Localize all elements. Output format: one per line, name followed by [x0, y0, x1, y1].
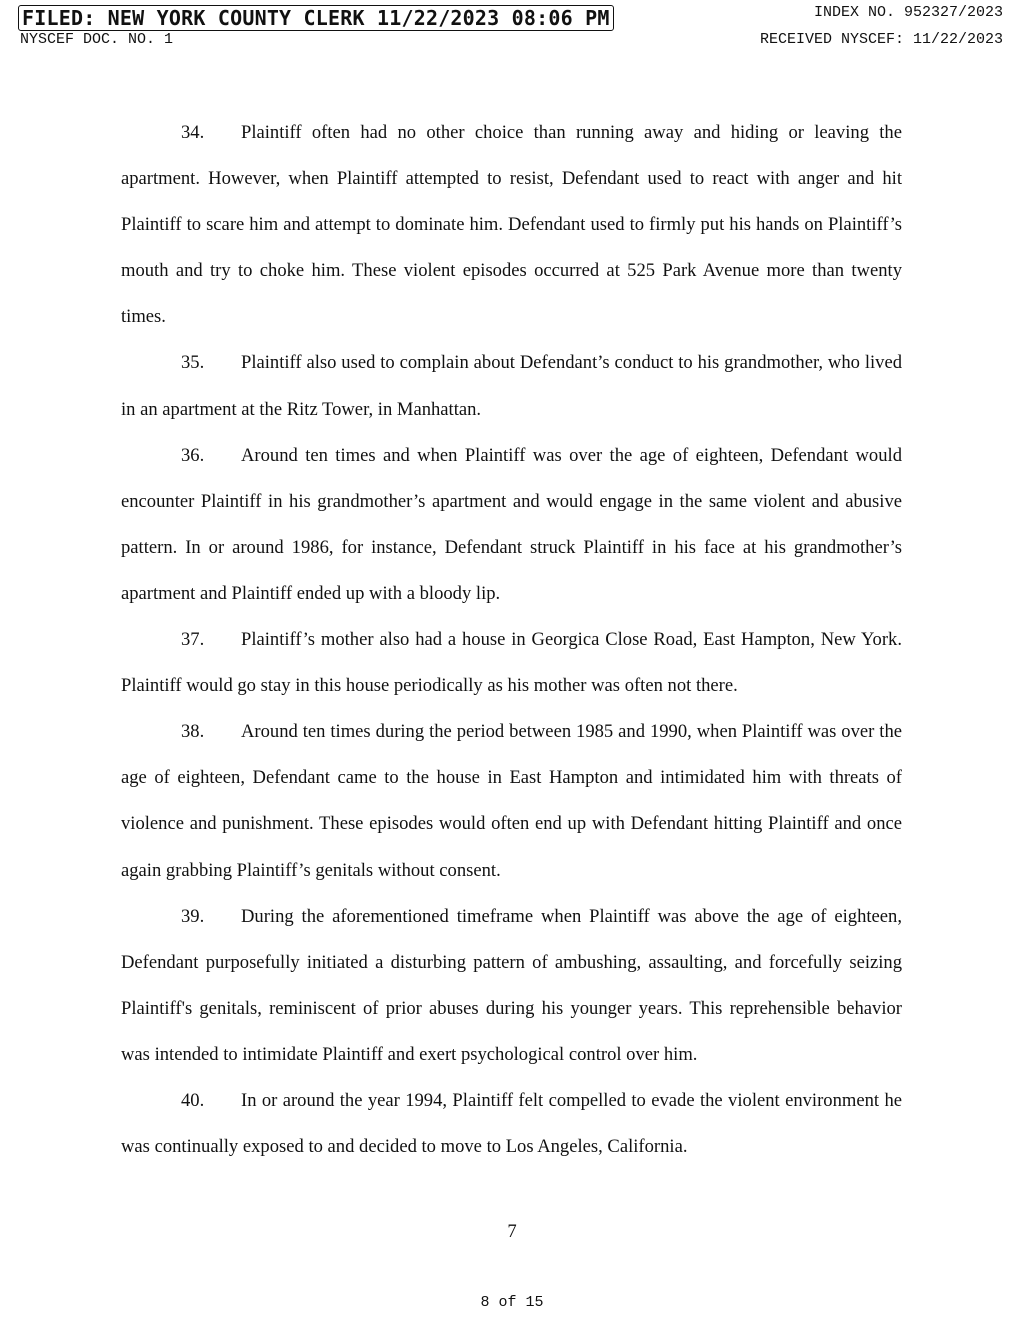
- nyscef-doc-number: NYSCEF DOC. NO. 1: [20, 31, 174, 48]
- index-number: INDEX NO. 952327/2023: [813, 4, 1003, 21]
- paragraph-number: 35.: [181, 352, 205, 374]
- paragraph-40: [121, 1078, 902, 1170]
- paragraph-text: Plaintiff also used to complain about Defendant’s conduct to his grandmother, who lived in an apartment at the Ritz Tower, in Manhattan.: [121, 352, 902, 420]
- paragraph-text: Around ten times during the period between 1985 and 1990, when Plaintiff was over the age of eighteen, Defendant came to the house in East Hampton and intimidated him with threats of violence and punishment. These episodes would often end up with Defendant hitting Plaintiff and once again grabbing Plaintiff’s genitals without consent.: [121, 721, 902, 881]
- paragraph-text: Plaintiff often had no other choice than running away and hiding or leaving the apartment. However, when Plaintiff attempted to resist, Defendant used to react with anger and hit Plaintiff to scare him and attempt to dominate him. Defendant used to firmly put his hands on Plaintiff’s mouth and try to choke him. These violent episodes occurred at 525 Park Avenue more than twenty times.: [121, 122, 902, 328]
- paragraph-text: Plaintiff’s mother also had a house in Georgica Close Road, East Hampton, New York. Plaintiff would go stay in this house periodically as his mother was often not there.: [121, 629, 902, 697]
- paragraph-number: 39.: [181, 905, 205, 927]
- paragraph-number: 40.: [181, 1089, 205, 1111]
- paragraph-text: During the aforementioned timeframe when Plaintiff was above the age of eighteen, Defendant purposefully initiated a disturbing pattern of ambushing, assaulting, and forcefully seizing Plaintiff's genitals, reminiscent of prior abuses during his younger years. This reprehensible behavior was intended to intimidate Plaintiff and exert psychological control over him.: [121, 905, 902, 1065]
- paragraph-number: 34.: [181, 122, 205, 143]
- paragraph-38: [121, 709, 902, 893]
- paragraph-36: [121, 433, 902, 617]
- paragraph-34: [121, 110, 902, 340]
- paragraph-text: Around ten times and when Plaintiff was over the age of eighteen, Defendant would encounter Plaintiff in his grandmother’s apartment and would engage in the same violent and abusive pattern. In or around 1986, for instance, Defendant struck Plaintiff in his face at his grandmother’s apartment and Plaintiff ended up with a bloody lip.: [121, 444, 902, 604]
- document-body: [121, 110, 902, 1170]
- paragraph-number: 37.: [181, 629, 205, 651]
- page-of-total: 8 of 15: [480, 1294, 544, 1311]
- paragraph-37: [121, 617, 902, 709]
- filed-stamp: FILED: NEW YORK COUNTY CLERK 11/22/2023 08:06 PM: [18, 5, 614, 31]
- paragraph-text: In or around the year 1994, Plaintiff felt compelled to evade the violent environment he was continually exposed to and decided to move to Los Angeles, California.: [121, 1089, 902, 1158]
- paragraph-number: 36.: [181, 444, 205, 466]
- paragraph-number: 38.: [181, 721, 205, 743]
- received-date: RECEIVED NYSCEF: 11/22/2023: [759, 31, 1003, 48]
- paragraph-39: [121, 894, 902, 1078]
- page-number: 7: [507, 1221, 517, 1242]
- paragraph-35: [121, 340, 902, 432]
